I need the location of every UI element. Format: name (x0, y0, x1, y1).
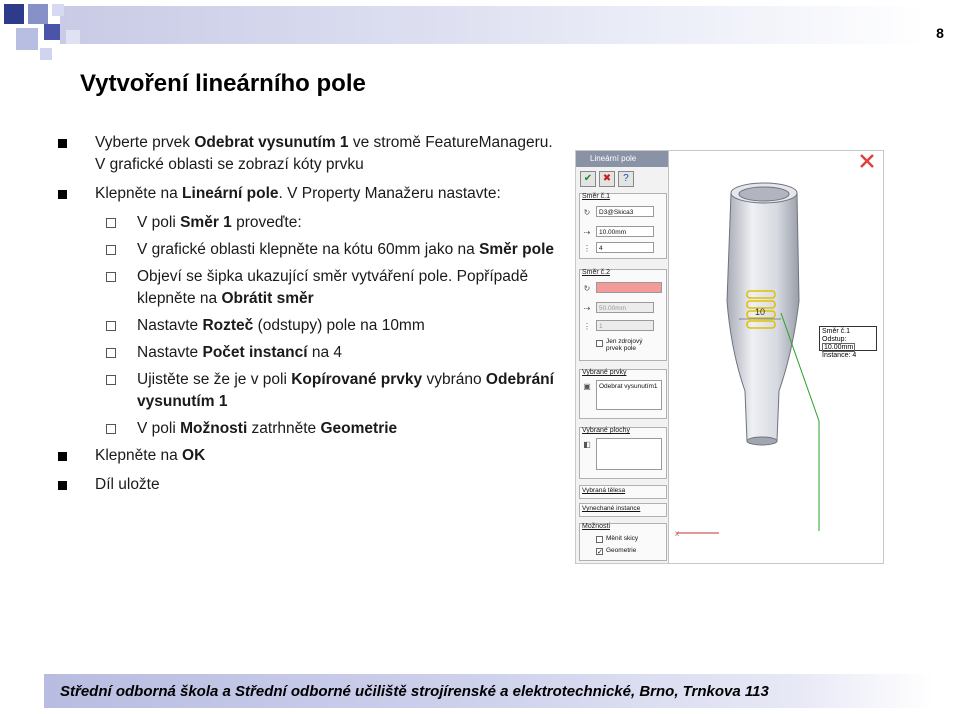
hollow-square-bullet-icon (106, 245, 116, 255)
decor-square (40, 48, 52, 60)
square-bullet-icon (58, 452, 67, 461)
close-icon[interactable] (861, 155, 873, 167)
hollow-square-bullet-icon (106, 348, 116, 358)
bold-term: Počet instancí (202, 344, 308, 361)
instruction-text: proveďte: (231, 214, 302, 231)
page-number: 8 (920, 0, 960, 66)
footer (0, 674, 960, 714)
direction2-group (579, 269, 667, 361)
only-seed-label: Jen zdrojový prvek pole (606, 338, 643, 352)
instruction-list (58, 132, 558, 503)
header-gradient (60, 6, 930, 44)
instances-icon: ⋮ (583, 322, 591, 331)
instruction-text: Nastavte (137, 317, 203, 334)
direction2-spacing[interactable]: 50.00mm (596, 302, 654, 313)
bullet-item (58, 445, 558, 467)
svg-text:X: X (675, 532, 680, 538)
sub-bullet-item (58, 239, 558, 261)
dimension-label[interactable]: 10 (755, 307, 766, 317)
instruction-text: Objeví se šipka ukazující směr vytváření pole. Popřípadě klepněte na (137, 268, 529, 307)
bold-term: Odebrat vysunutím 1 (194, 134, 349, 151)
cancel-icon[interactable]: ✖ (599, 171, 615, 187)
spacing-icon: ⇢ (583, 304, 591, 313)
instruction-text: (odstupy) pole na 10mm (253, 317, 425, 334)
instruction-text: . V Property Manažeru nastavte: (278, 185, 501, 202)
sub-bullet-item (58, 212, 558, 234)
faces-list[interactable] (596, 438, 662, 470)
decor-square (16, 28, 38, 50)
callout-spacing-value: 10.00mm (824, 344, 854, 351)
skip-instances-group[interactable] (579, 503, 667, 517)
property-manager (576, 151, 669, 563)
direction1-spacing[interactable]: 10.00mm (596, 226, 654, 237)
footer-text: Střední odborná škola a Střední odborné učiliště strojírenské a elektrotechnické, Brno, Trnkova 113 (60, 683, 769, 700)
face-icon: ◧ (583, 440, 591, 449)
instruction-text: Klepněte na (95, 447, 183, 464)
bullet-item (58, 132, 558, 176)
skip-instances-header: Vynechané instance (582, 505, 641, 512)
callout-instances-row (822, 352, 874, 360)
hollow-square-bullet-icon (106, 321, 116, 331)
direction1-reference[interactable]: D3@Skica3 (596, 206, 654, 217)
callout-spacing-row (822, 336, 874, 352)
direction1-header: Směr č.1 (582, 193, 611, 200)
instruction-text: Nastavte (137, 344, 203, 361)
instruction-text: ve stromě FeatureManageru. V grafické oblasti se zobrazí kóty prvku (95, 134, 553, 173)
bold-term: Rozteč (202, 317, 254, 334)
vary-sketch-label: Měnit skicy (606, 535, 639, 542)
direction1-group (579, 193, 667, 259)
geometry-checkbox[interactable]: ✓ (597, 549, 603, 556)
graphics-area[interactable] (669, 151, 883, 563)
bold-term: Lineární pole (182, 185, 279, 202)
reverse-direction-icon[interactable]: ↻ (583, 208, 591, 217)
callout-instances-value: 4 (852, 352, 857, 359)
sub-bullet-item (58, 369, 558, 413)
direction2-reference[interactable] (596, 282, 662, 293)
bold-term: Směr pole (479, 241, 555, 258)
instruction-text: Vyberte prvek (95, 134, 195, 151)
hollow-square-bullet-icon (106, 218, 116, 228)
features-group (579, 369, 667, 419)
bullet-item (58, 183, 558, 205)
hollow-square-bullet-icon (106, 424, 116, 434)
bold-term: Obrátit směr (221, 290, 314, 307)
ok-icon[interactable]: ✔ (580, 171, 596, 187)
direction-callout[interactable] (819, 326, 877, 359)
features-header: Vybrané prvky (582, 369, 627, 376)
reverse-direction-icon[interactable]: ↻ (583, 284, 591, 293)
pm-title: Lineární pole (576, 151, 668, 167)
direction2-count[interactable]: 1 (596, 320, 654, 331)
bold-term: Geometrie (320, 420, 398, 437)
only-seed-checkbox[interactable] (596, 340, 603, 347)
square-bullet-icon (58, 190, 67, 199)
bullet-item (58, 474, 558, 496)
decor-square (52, 4, 64, 16)
vary-sketch-checkbox[interactable] (596, 536, 603, 543)
sub-bullet-item (58, 315, 558, 337)
decor-square (28, 4, 48, 24)
bold-term: Kopírované prvky (291, 371, 423, 388)
decor-square (4, 4, 24, 24)
decor-square (66, 30, 80, 44)
vase-part (675, 183, 819, 538)
instruction-text: V poli (137, 420, 181, 437)
instruction-text: na 4 (307, 344, 343, 361)
geometry-label: Geometrie (606, 547, 637, 554)
options-group (579, 523, 667, 561)
callout-title: Směr č.1 (822, 328, 851, 335)
bold-term: Možnosti (180, 420, 248, 437)
callout-spacing-label: Odstup: (822, 336, 847, 343)
instances-icon: ⋮ (583, 244, 591, 253)
decor-square (44, 24, 60, 40)
feature-icon: ▣ (583, 382, 591, 391)
direction1-count[interactable]: 4 (596, 242, 654, 253)
help-icon[interactable]: ? (618, 171, 634, 187)
hollow-square-bullet-icon (106, 272, 116, 282)
bodies-group[interactable] (579, 485, 667, 499)
bodies-header: Vybraná tělesa (582, 487, 626, 494)
bold-term: Směr 1 (180, 214, 232, 231)
instruction-text: zatrhněte (247, 420, 321, 437)
faces-group (579, 427, 667, 479)
bold-term: Odebrání vysunutím 1 (137, 371, 554, 410)
slide-title: Vytvoření lineárního pole (80, 70, 366, 97)
instruction-text: Klepněte na (95, 185, 183, 202)
instruction-text: Ujistěte se že je v poli (137, 371, 292, 388)
header-band (0, 0, 960, 70)
sub-bullet-item (58, 342, 558, 364)
instruction-text: V grafické oblasti klepněte na kótu 60mm jako na (137, 241, 480, 258)
square-bullet-icon (58, 139, 67, 148)
hollow-square-bullet-icon (106, 375, 116, 385)
sub-bullet-item (58, 266, 558, 310)
square-bullet-icon (58, 481, 67, 490)
options-header: Možnosti (582, 523, 611, 530)
bold-term: OK (182, 447, 206, 464)
sub-bullet-item (58, 418, 558, 440)
direction2-header: Směr č.2 (582, 269, 611, 276)
instruction-text: vybráno (422, 371, 486, 388)
pm-buttons (580, 171, 635, 187)
instruction-text: V poli (137, 214, 181, 231)
features-list[interactable]: Odebrat vysunutím1 (596, 380, 662, 410)
solidworks-screenshot (575, 150, 884, 564)
callout-instances-label: Instance: (822, 352, 851, 359)
faces-header: Vybrané plochy (582, 427, 630, 434)
instruction-text: Díl uložte (95, 476, 160, 493)
spacing-icon: ⇢ (583, 228, 591, 237)
